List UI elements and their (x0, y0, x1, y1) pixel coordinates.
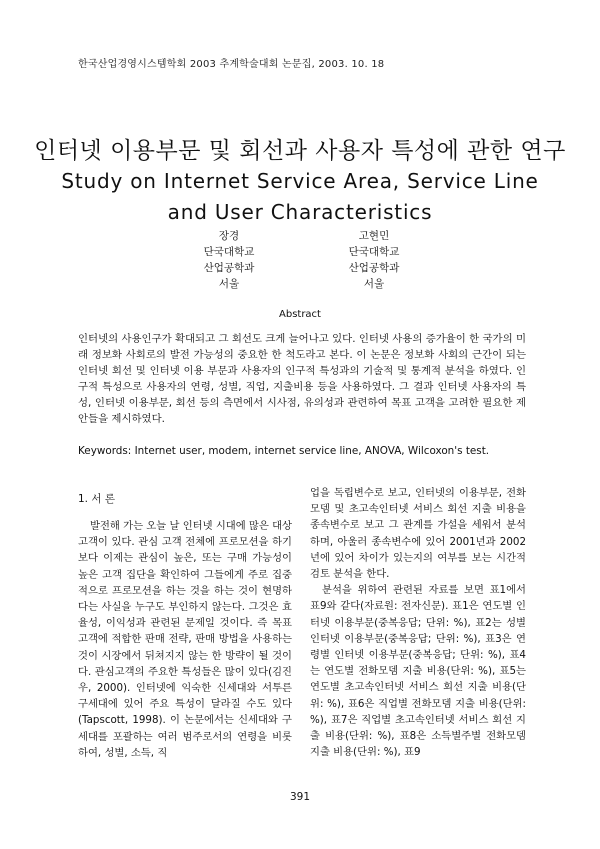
author-block-2 (314, 228, 434, 292)
author-affiliation: 단국대학교 (348, 246, 400, 258)
running-header: 한국산업경영시스템학회 2003 추계학술대회 논문집, 2003. 10. 18 (78, 59, 385, 70)
keywords-line: Keywords: Internet user, modem, internet service line, ANOVA, Wilcoxon's test. (78, 445, 490, 457)
abstract-text: 인터넷의 사용인구가 확대되고 그 회선도 크게 늘어나고 있다. 인터넷 사용의 증가율이 한 국가의 미래 정보화 사회로의 발전 가능성의 중요한 한 척도라고 본다. 이 논문은 정보화 사회의 근간이 되는 인터넷 회선 및 인터넷 이용 부문과 사용자의 인구적 특성과의 기술적 및 통계적 분석을 하였다. 인구적 특성으로 사용자의 연령, 성별, 직업, 지출비용 등을 사용하였다. 그 결과 인터넷 사용자의 특성, 인터넷 이용부문, 회선 등의 측면에서 시사점, 유의성과 관련하여 목표 고객을 고려한 필요한 제안들을 제시하였다. (78, 333, 526, 425)
author-name: 장경 (218, 230, 240, 242)
author-affiliation: 단국대학교 (203, 246, 255, 258)
title-english: Study on Internet Service Area, Service Line and User Characteristics (61, 169, 539, 224)
body-paragraph: 분석을 위하여 관련된 자료를 보면 표1에서 표9와 같다(자료원: 전자신문). 표1은 연도별 인터넷 이용부문(중복응답; 단위: %), 표2는 성별 인터넷 이용부문(중복응답; 단위: %), 표3은 연령별 인터넷 이용부문(중복응답; 단위: %), 표4는 연도별 전화모뎀 지출 비용(단위: %), 표5는 연도별 초고속인터넷 서비스 회선 지출 비용(단위: %), 표6은 직업별 전화모뎀 지출 비용(단위: %), 표7은 직업별 초고속인터넷 서비스 회선 지출 비용(단위: %), 표8은 소득별주별 전화모뎀 지출 비용(단위: %), 표9 (310, 584, 526, 759)
section-heading-introduction: 1. 서 론 (78, 493, 115, 505)
title-korean: 인터넷 이용부문 및 회선과 사용자 특성에 관한 연구 (34, 138, 566, 164)
abstract-heading: Abstract (279, 309, 321, 320)
author-name: 고현민 (358, 230, 390, 242)
author-department: 산업공학과 (203, 262, 255, 274)
body-column-left (78, 518, 292, 761)
body-column-right (310, 485, 526, 760)
page-number: 391 (289, 791, 311, 803)
author-block-1 (169, 228, 289, 292)
body-paragraph: 업을 독립변수로 보고, 인터넷의 이용부문, 전화모뎀 및 초고속인터넷 서비스 회선 지출 비용을 종속변수로 보고 그 관계를 가설을 세워서 분석하며, 아울러 종속변수에 있어 2001년과 2002년에 있어 차이가 있는지의 여부를 보는 시간적 검토 분석을 한다. (310, 487, 526, 581)
author-city: 서울 (218, 278, 240, 290)
body-paragraph: 발전해 가는 오늘 날 인터넷 시대에 많은 대상 고객이 있다. 관심 고객 전체에 프로모션을 하기보다 이제는 관심이 높은, 또는 구매 가능성이 높은 고객 집단을 확인하여 그들에게 주로 집중적으로 프로모션을 하는 것을 하는 것이 현명하다는 사실을 누구도 부인하지 않는다. 그것은 효율성, 이익성과 관련된 문제일 것이다. 즉 목표 고객에 적합한 판매 전략, 판매 방법을 사용하는 것이 시장에서 뒤쳐지지 않는 한 방략이 될 것이다. 관심고객의 주요한 특성들은 많이 있다(김진우, 2000). 인터넷에 익숙한 신세대와 서투른 구세대에 있어 주요 특성이 달라질 수도 있다(Tapscott, 1998). 이 논문에서는 신세대와 구세대를 포괄하는 여러 범주로서의 연령을 비롯하여, 성별, 소득, 직 (78, 520, 292, 759)
author-city: 서울 (363, 278, 385, 290)
author-department: 산업공학과 (348, 262, 400, 274)
